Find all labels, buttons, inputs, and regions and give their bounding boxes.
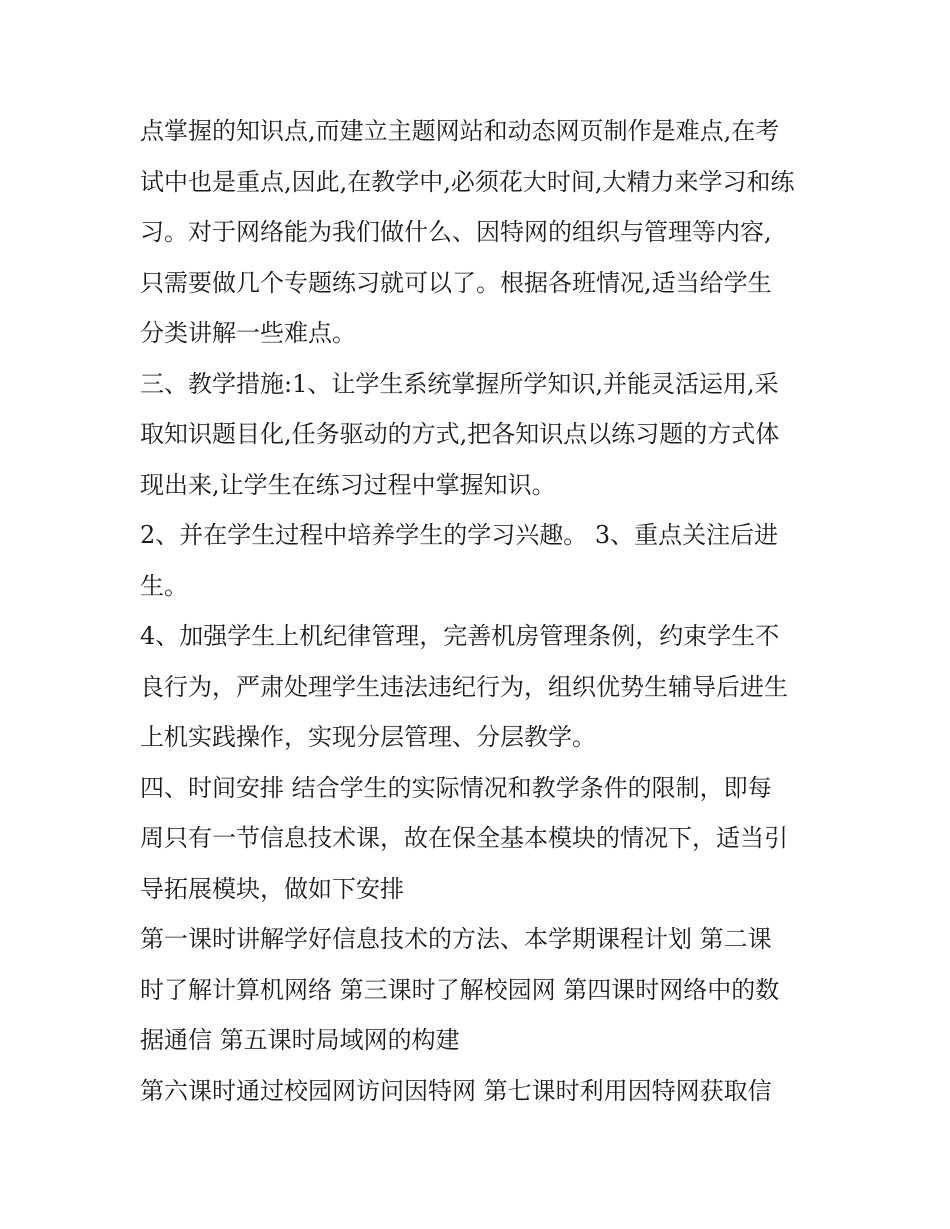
text-line-14: 四、时间安排 结合学生的实际情况和教学条件的限制，即每 [140, 773, 772, 802]
text-line-2: 试中也是重点,因此,在教学中,必须花大时间,大精力来学习和练 [140, 167, 795, 196]
text-line-4: 只需要做几个专题练习就可以了。根据各班情况,适当给学生 [140, 268, 772, 297]
text-line-15: 周只有一节信息技术课，故在保全基本模块的情况下，适当引 [140, 824, 788, 852]
text-line-20: 第六课时通过校园网访问因特网 第七课时利用因特网获取信 [140, 1076, 772, 1105]
text-line-16: 导拓展模块，做如下安排 [140, 874, 404, 903]
text-line-12: 良行为，严肃处理学生违法违纪行为，组织优势生辅导后进生 [140, 672, 788, 701]
text-line-18: 时了解计算机网络 第三课时了解校园网 第四课时网络中的数 [140, 975, 780, 1004]
text-line-9: 2、并在学生过程中培养学生的学习兴趣。 3、重点关注后进 [140, 521, 779, 549]
text-line-19: 据通信 第五课时局域网的构建 [140, 1026, 460, 1054]
text-line-13: 上机实践操作，实现分层管理、分层教学。 [140, 723, 596, 751]
text-line-8: 现出来,让学生在练习过程中掌握知识。 [140, 470, 556, 499]
text-line-3: 习。对于网络能为我们做什么、因特网的组织与管理等内容, [140, 218, 772, 246]
text-line-17: 第一课时讲解学好信息技术的方法、本学期课程计划 第二课 [140, 925, 772, 953]
text-line-11: 4、加强学生上机纪律管理，完善机房管理条例，约束学生不 [140, 622, 780, 650]
text-line-10: 生。 [140, 571, 188, 600]
text-line-5: 分类讲解一些难点。 [140, 319, 356, 347]
text-line-1: 点掌握的知识点,而建立主题网站和动态网页制作是难点,在考 [140, 117, 780, 145]
document-body [140, 106, 830, 1116]
text-line-7: 取知识题目化,任务驱动的方式,把各知识点以练习题的方式体 [140, 420, 780, 448]
text-line-6: 三、教学措施:1、让学生系统掌握所学知识,并能灵活运用,采 [140, 369, 779, 398]
